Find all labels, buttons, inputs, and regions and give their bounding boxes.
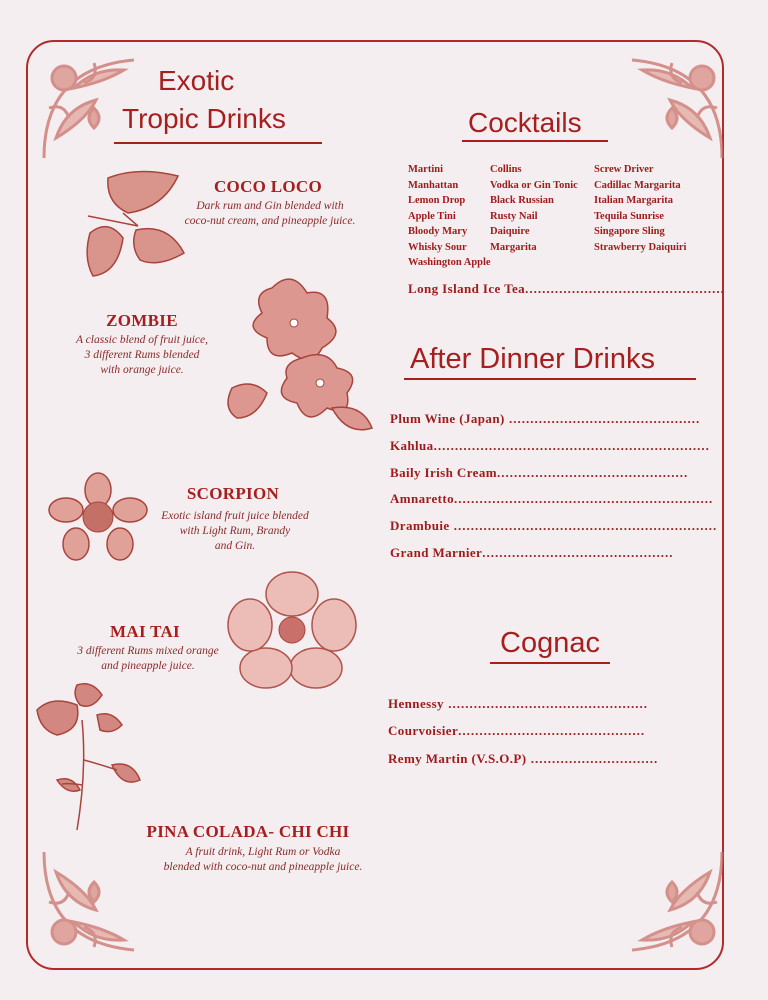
cocktail-item: Black Russian <box>490 195 554 206</box>
item-label: Hennessy <box>388 696 444 711</box>
cocktail-item: Rusty Nail <box>490 210 538 222</box>
plant-stem-icon <box>32 680 142 835</box>
desc-line: and Gin. <box>214 539 256 552</box>
cocktail-column-1 <box>408 162 491 271</box>
after-dinner-item: Amnaretto............................................................. <box>390 491 714 506</box>
item-label: Plum Wine (Japan) <box>390 411 505 426</box>
cocktail-item: Martini <box>408 164 443 175</box>
cocktail-item: Screw Driver <box>594 164 654 175</box>
cognac-item: Courvoisier............................................ <box>388 723 646 738</box>
item-label: Amnaretto <box>390 491 455 506</box>
item-label: Kahlua <box>390 438 434 453</box>
item-label: Courvoisier <box>388 723 459 738</box>
desc-line: coco-nut cream, and pineapple juice. <box>184 214 356 227</box>
cocktail-item: Vodka or Gin Tonic <box>490 179 578 191</box>
cocktail-item: Whisky Sour <box>408 241 467 253</box>
hibiscus-icon <box>226 570 358 690</box>
tropic-title-line2: Tropic Drinks <box>122 103 286 134</box>
desc-line: 3 different Rums blended <box>84 348 200 361</box>
desc-line: 3 different Rums mixed orange <box>77 645 219 657</box>
desc-line: A fruit drink, Light Rum or Vodka <box>185 846 341 858</box>
cognac-title: Cognac <box>500 627 600 659</box>
item-label: Grand Marnier <box>390 545 483 560</box>
cocktails-title: Cocktails <box>468 107 582 138</box>
drink-desc-mai-tai <box>58 644 238 674</box>
featured-cocktail-line: Long Island Ice Tea............................................... <box>408 281 725 296</box>
corner-ornament-icon <box>612 48 732 168</box>
drink-desc-zombie <box>52 333 232 378</box>
cocktail-item: Daiquire <box>490 226 530 237</box>
cocktail-item: Lemon Drop <box>408 195 466 206</box>
cognac-title-rule <box>490 662 610 664</box>
after-dinner-item: Baily Irish Cream............................................. <box>390 465 689 480</box>
cocktail-item: Bloody Mary <box>408 226 468 237</box>
cocktail-column-3 <box>594 162 686 255</box>
desc-line: A classic blend of fruit juice, <box>75 334 209 346</box>
cocktails-title-rule <box>462 140 608 142</box>
drink-desc-pina-colada <box>128 845 398 875</box>
desc-line: with orange juice. <box>100 363 184 376</box>
cocktail-item: Washington Apple <box>408 257 491 268</box>
cognac-item: Remy Martin (V.S.O.P) .............................. <box>388 751 659 766</box>
drink-name-pina-colada: PINA COLADA- CHI CHI <box>146 822 350 841</box>
desc-line: Dark rum and Gin blended with <box>196 200 344 212</box>
desc-line: Exotic island fruit juice blended <box>161 510 309 522</box>
after-dinner-title: After Dinner Drinks <box>410 343 655 375</box>
drink-desc-scorpion <box>140 509 330 554</box>
tropic-title-line1: Exotic <box>158 65 235 96</box>
drink-name-scorpion: SCORPION <box>186 484 280 503</box>
drink-name-mai-tai: MAI TAI <box>110 622 180 641</box>
bougainvillea-icon <box>212 268 377 438</box>
cocktail-item: Manhattan <box>408 179 459 191</box>
drink-name-zombie: ZOMBIE <box>106 311 178 330</box>
cocktail-item: Collins <box>490 164 522 175</box>
corner-ornament-icon <box>612 842 732 962</box>
after-dinner-item: Drambuie .............................................................. <box>390 518 718 533</box>
cocktail-column-2 <box>490 162 578 255</box>
drink-name-coco-loco: COCO LOCO <box>213 177 322 196</box>
desc-line: with Light Rum, Brandy <box>179 524 291 537</box>
featured-cocktail: Long Island Ice Tea <box>408 281 526 296</box>
daisy-icon <box>48 472 148 567</box>
cocktail-item: Tequila Sunrise <box>594 210 664 222</box>
after-dinner-title-rule <box>404 378 696 380</box>
cocktail-item: Singapore Sling <box>594 226 665 237</box>
cognac-item: Hennessy ............................................... <box>388 696 648 711</box>
cocktail-item: Cadillac Margarita <box>594 179 681 191</box>
drink-desc-coco-loco <box>160 199 380 229</box>
after-dinner-item: Plum Wine (Japan) ............................................. <box>390 411 701 426</box>
after-dinner-item: Grand Marnier............................................. <box>390 545 674 560</box>
after-dinner-item: Kahlua................................................................. <box>390 438 710 453</box>
desc-line: and pineapple juice. <box>101 659 195 672</box>
desc-line: blended with coco-nut and pineapple juice. <box>163 860 363 873</box>
item-label: Drambuie <box>390 518 450 533</box>
item-label: Baily Irish Cream <box>390 465 497 480</box>
cocktail-item: Italian Margarita <box>594 195 674 206</box>
tropic-title-rule <box>114 142 322 144</box>
cocktail-item: Strawberry Daiquiri <box>594 241 687 253</box>
cocktail-item: Apple Tini <box>408 210 456 222</box>
cocktail-item: Margarita <box>490 241 537 253</box>
item-label: Remy Martin (V.S.O.P) <box>388 751 527 766</box>
